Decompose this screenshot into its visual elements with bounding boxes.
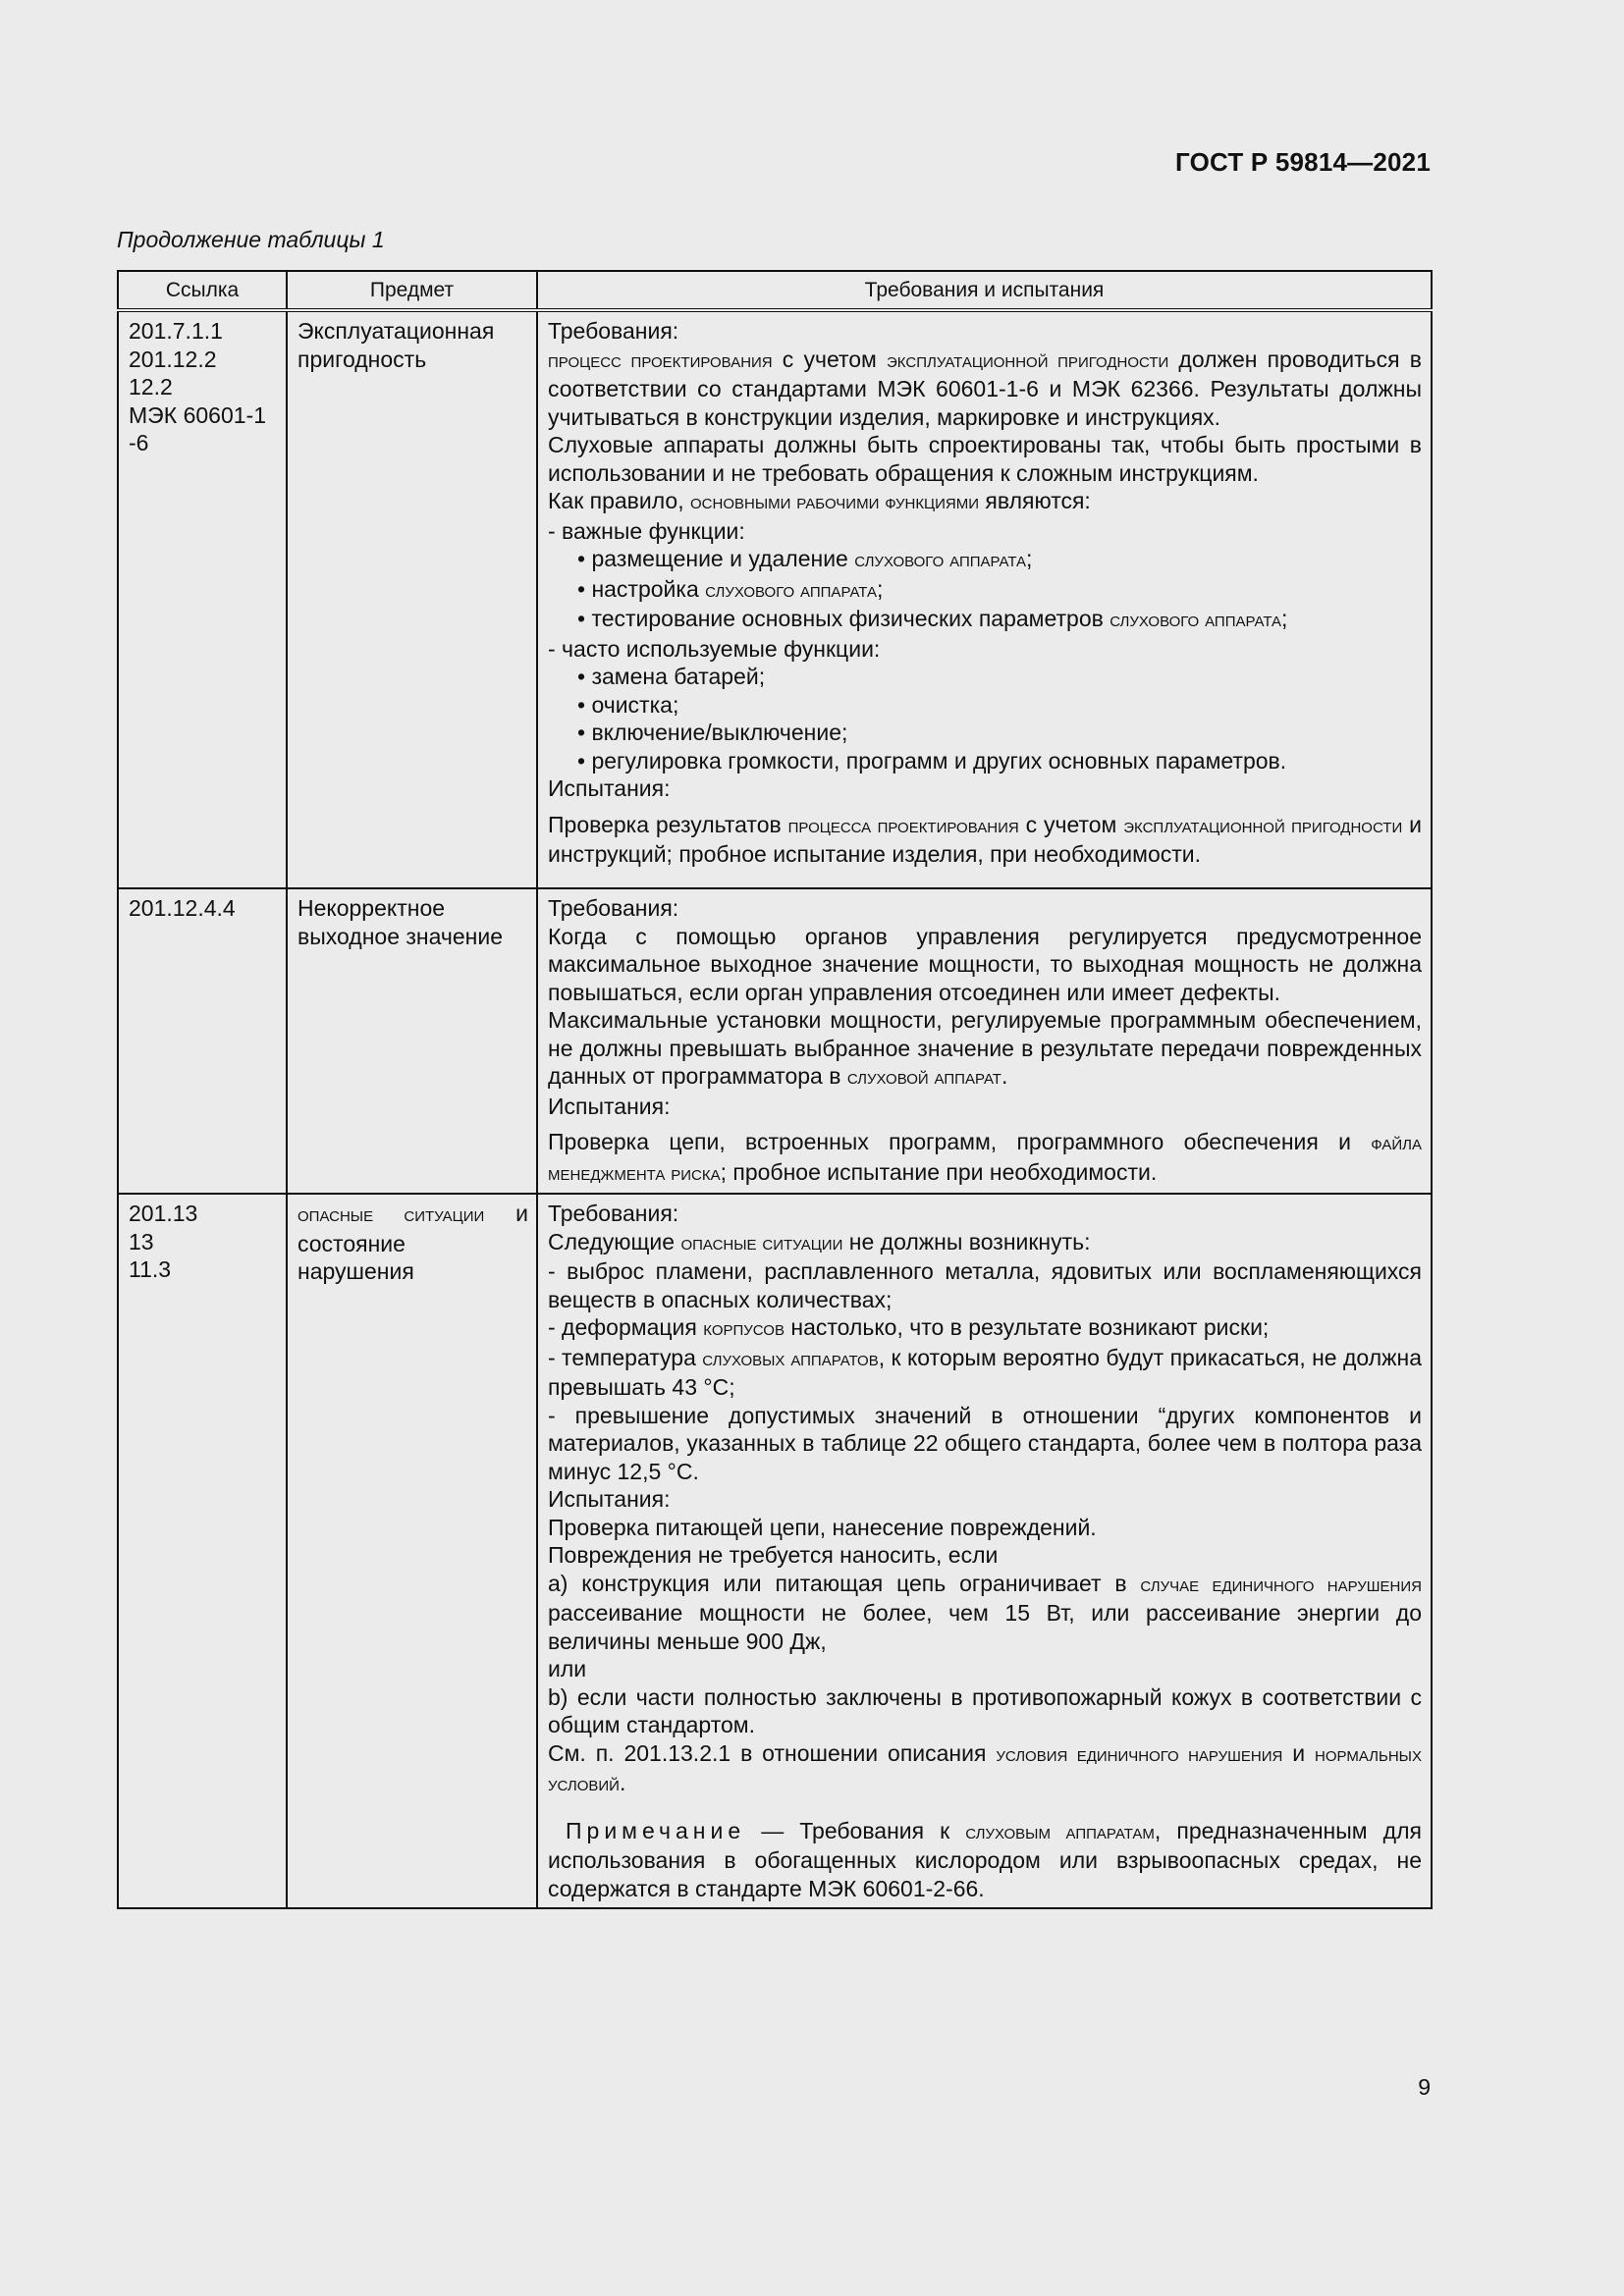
list-item: • очистка; [577, 691, 679, 718]
subject-cell [287, 888, 537, 1194]
subject: Некорректное выходное значение [298, 895, 504, 949]
requirements-cell [537, 888, 1432, 1194]
table-caption: Продолжение таблицы 1 [117, 227, 385, 252]
list-item: - температура слуховых аппаратов, к которым вероятно будут прикасаться, не должна превышать 43 °С; [548, 1344, 1422, 1400]
paragraph: Проверка питающей цепи, нанесение повреждений. [548, 1514, 1097, 1540]
paragraph: Как правило, основными рабочими функциями являются: [548, 488, 1091, 513]
paragraph: или [548, 1656, 587, 1682]
paragraph: a) конструкция или питающая цепь ограничивает в случае единичного нарушения рассеивание мощности не более, чем 15 Вт, или рассеивание энергии до величины меньше 900 Дж, [548, 1570, 1422, 1654]
requirements-cell [537, 1194, 1432, 1908]
requirements-label: Требования: [548, 1201, 679, 1226]
paragraph: Максимальные установки мощности, регулируемые программным обеспечением, не должны превышать выбранное значение в результате передачи поврежденных данных от программатора в слуховой аппарат. [548, 1007, 1422, 1089]
paragraph: Когда с помощью органов управления регулируется предусмотренное максимальное выходное значение мощности, то выходная мощность не должна повышаться, если орган управления отсоединен или имеет дефекты. [548, 923, 1422, 1005]
note: Примечание — Требования к слуховым аппаратам, предназначенным для использования в обогащенных кислородом или взрывоопасных средах, не содержатся в стандарте МЭК 60601-2-66. [548, 1817, 1422, 1901]
reference: 201.7.1.1 [129, 318, 223, 344]
subject-cell [287, 310, 537, 888]
table-row [118, 1194, 1432, 1908]
tests-label: Испытания: [548, 775, 671, 801]
reference-cell [118, 310, 287, 888]
requirements-cell [537, 310, 1432, 888]
reference: 201.12.2 [129, 346, 217, 372]
requirements-label: Требования: [548, 318, 679, 344]
list-heading: - часто используемые функции: [548, 635, 881, 662]
tests-text: Проверка результатов процесса проектирования с учетом эксплуатационной пригодности и инструкций; пробное испытание изделия, при необходимости. [548, 811, 1422, 867]
paragraph: b) если части полностью заключены в противопожарный кожух в соответствии с общим стандартом. [548, 1683, 1422, 1737]
reference: 12.2 [129, 374, 173, 400]
table-row [118, 310, 1432, 888]
paragraph: процесс проектирования с учетом эксплуатационной пригодности должен проводиться в соответствии со стандартами МЭК 60601-1-6 и МЭК 62366. Результаты должны учитываться в конструкции изделия, маркировке и инструкциях. [548, 346, 1422, 430]
header-requirements: Требования и испытания [537, 271, 1432, 310]
reference: 201.13 [129, 1201, 198, 1226]
reference: 13 [129, 1228, 154, 1255]
tests-text: Проверка цепи, встроенных программ, программного обеспечения и файла менеджмента риска; пробное испытание при необходимости. [548, 1129, 1422, 1185]
reference-cell [118, 1194, 287, 1908]
paragraph: Слуховые аппараты должны быть спроектированы так, чтобы быть простыми в использовании и не требовать обращения к сложным инструкциям. [548, 432, 1422, 486]
reference: 201.12.4.4 [129, 895, 236, 921]
tests-label: Испытания: [548, 1093, 671, 1119]
requirements-label: Требования: [548, 895, 679, 921]
list-item: • замена батарей; [577, 664, 766, 689]
list-item: - превышение допустимых значений в отношении “других компонентов и материалов, указанных в таблице 22 общего стандарта, более чем в полтора раза минус 12,5 °С. [548, 1402, 1422, 1484]
paragraph: Следующие опасные ситуации не должны возникнуть: [548, 1228, 1091, 1255]
list-item: • настройка слухового аппарата; [577, 575, 884, 602]
list-item: • регулировка громкости, программ и других основных параметров. [577, 747, 1287, 774]
list-item: • тестирование основных физических параметров слухового аппарата; [577, 606, 1288, 631]
reference-cell [118, 888, 287, 1194]
reference: МЭК 60601-1-6 [129, 401, 266, 455]
requirements-table [117, 270, 1433, 1909]
list-item: - выброс пламени, расплавленного металла, ядовитых или воспламеняющихся веществ в опасных количествах; [548, 1258, 1422, 1312]
subject: опасные ситуации и состояние нарушения [298, 1201, 528, 1284]
list-item: - деформация корпусов настолько, что в результате возникают риски; [548, 1314, 1270, 1340]
paragraph: См. п. 201.13.2.1 в отношении описания условия единичного нарушения и нормальных условий. [548, 1739, 1422, 1795]
list-item: • включение/выключение; [577, 720, 848, 745]
header-reference: Ссылка [118, 271, 287, 310]
page-number: 9 [1418, 2074, 1431, 2100]
table-header-row [118, 271, 1432, 310]
list-heading: - важные функции: [548, 517, 745, 544]
table-row [118, 888, 1432, 1194]
list-item: • размещение и удаление слухового аппарата; [577, 546, 1033, 571]
reference: 11.3 [129, 1256, 172, 1282]
document-code: ГОСТ Р 59814—2021 [1175, 147, 1431, 177]
header-subject: Предмет [287, 271, 537, 310]
subject-cell [287, 1194, 537, 1908]
subject: Эксплуатационная пригодность [298, 318, 495, 372]
paragraph: Повреждения не требуется наносить, если [548, 1542, 999, 1568]
tests-label: Испытания: [548, 1486, 671, 1512]
